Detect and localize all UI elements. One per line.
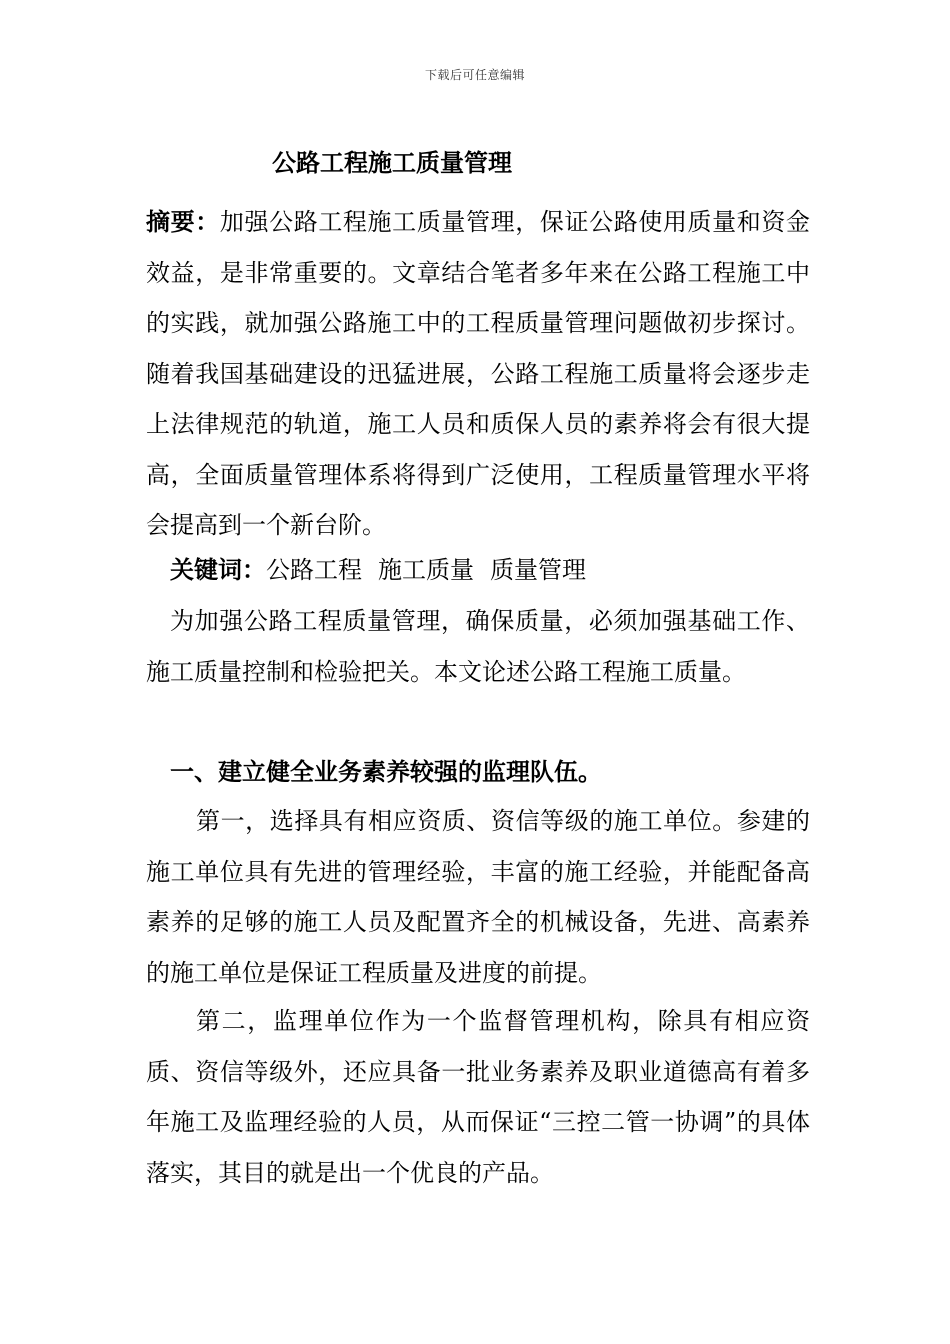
header-note: 下载后可任意编辑 [424,68,525,82]
keyword-item: 施工质量 [378,556,474,584]
keywords-line [170,545,810,596]
abstract-label: 摘要： [146,207,220,236]
keyword-item: 公路工程 [266,556,362,584]
keywords-label: 关键词： [170,555,266,584]
keyword-item: 质量管理 [490,556,586,584]
abstract-paragraph [146,197,810,551]
section-heading: 一、建立健全业务素养较强的监理队伍。 [170,757,602,786]
intro-paragraph: 为加强公路工程质量管理，确保质量，必须加强基础工作、施工质量控制和检验把关。本文论述公路工程施工质量。 [146,607,810,686]
body-paragraph: 第二，监理单位作为一个监督管理机构，除具有相应资质、资信等级外，还应具备一批业务素养及职业道德高有着多年施工及监理经验的人员，从而保证“三控二管一协调”的具体落实，其目的就是出一个优良的产品。 [146,1007,810,1187]
body-paragraph: 第一，选择具有相应资质、资信等级的施工单位。参建的施工单位具有先进的管理经验，丰富的施工经验，并能配备高素养的足够的施工人员及配置齐全的机械设备，先进、高素养的施工单位是保证工程质量及进度的前提。 [146,807,810,987]
abstract-text: 加强公路工程施工质量管理，保证公路使用质量和资金效益，是非常重要的。文章结合笔者多年来在公路工程施工中的实践，就加强公路施工中的工程质量管理问题做初步探讨。随着我国基础建设的迅猛进展，公路工程施工质量将会逐步走上法律规范的轨道，施工人员和质保人员的素养将会有很大提高，全面质量管理体系将得到广泛使用，工程质量管理水平将会提高到一个新台阶。 [146,208,811,539]
document-title: 公路工程施工质量管理 [272,148,512,177]
